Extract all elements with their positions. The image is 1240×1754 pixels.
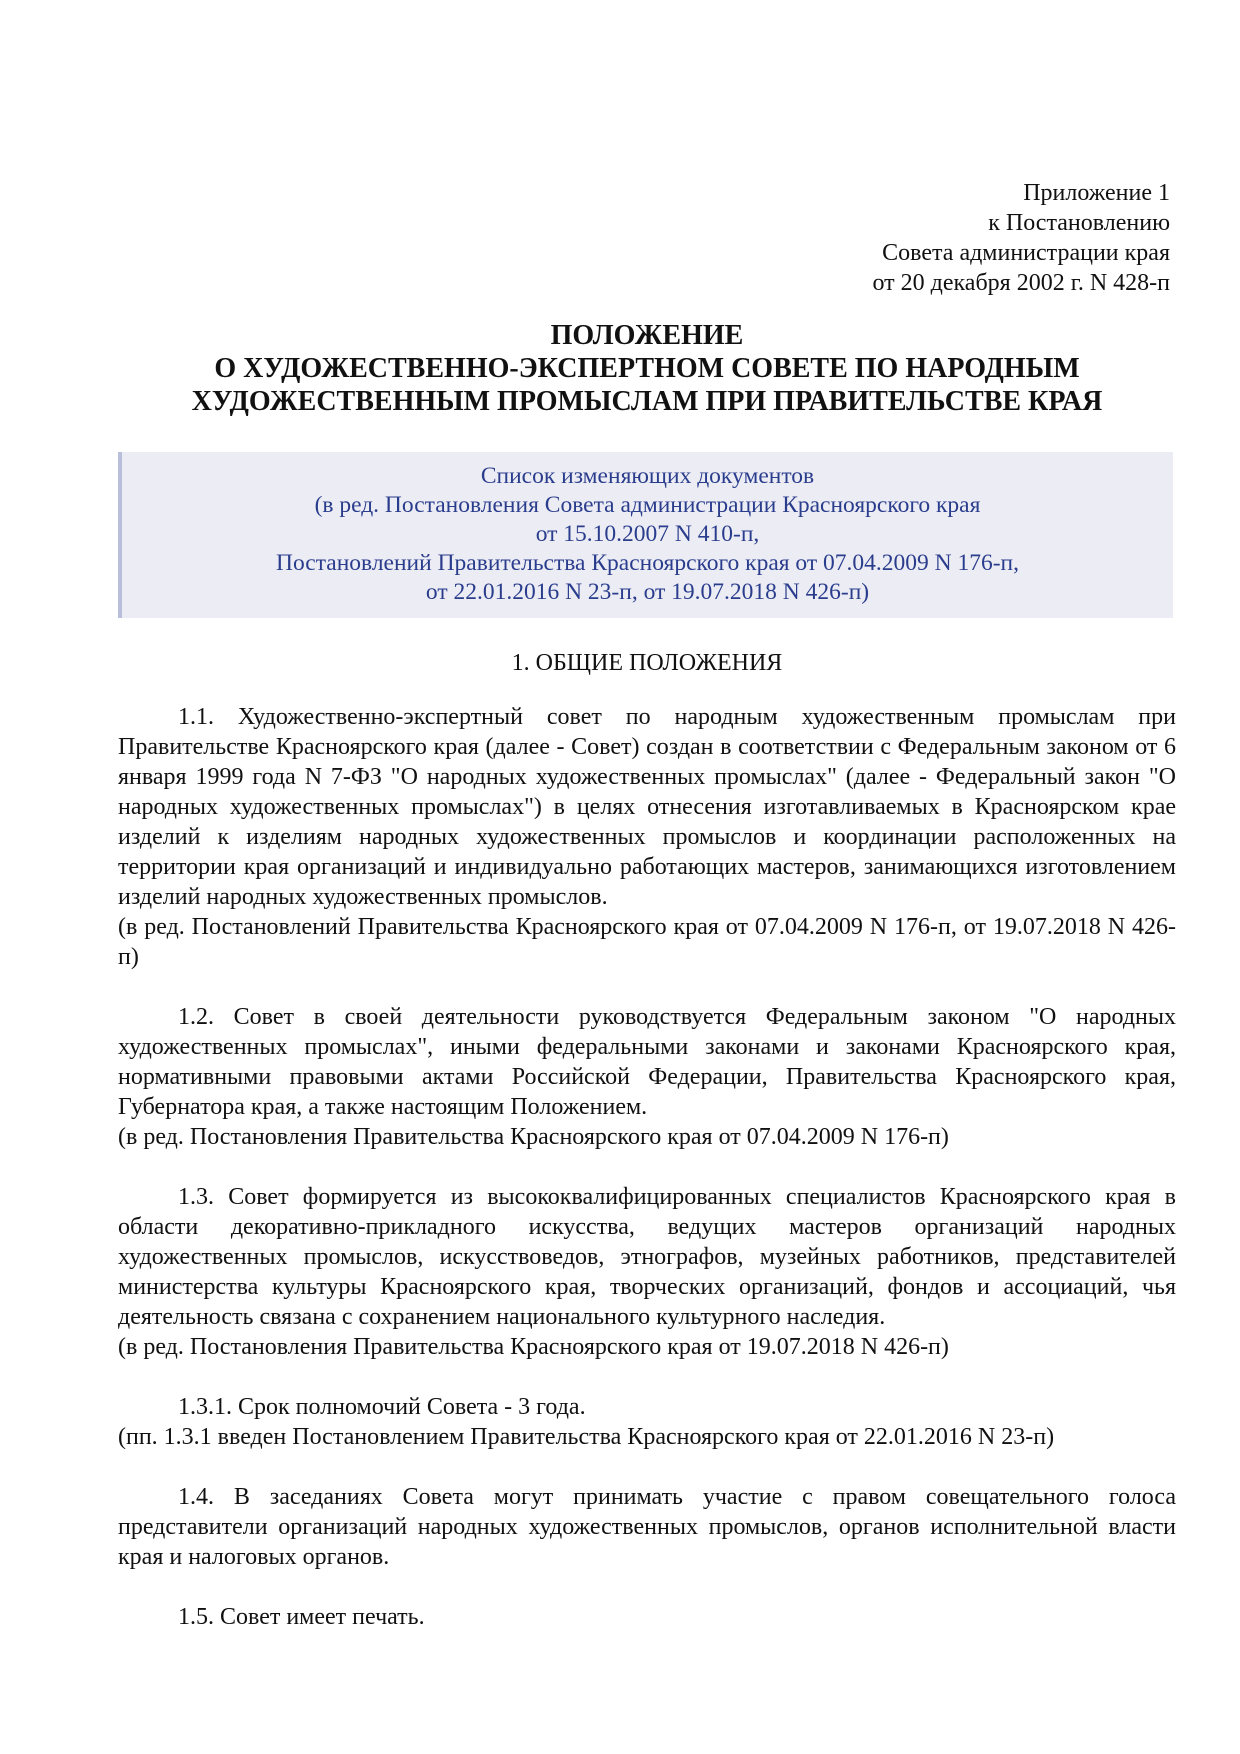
- amendments-line: (в ред. Постановления Совета администрации Красноярского края: [314, 492, 981, 518]
- clause-1-3-1-note: (пп. 1.3.1 введен Постановлением Правительства Красноярского края от 22.01.2016 N 23-п): [118, 1424, 1055, 1450]
- appendix-line: Приложение 1: [1023, 180, 1170, 206]
- clause-1-2-note: (в ред. Постановления Правительства Красноярского края от 07.04.2009 N 176-п): [118, 1124, 949, 1150]
- amendments-line: от 22.01.2016 N 23-п, от 19.07.2018 N 426-п): [425, 579, 870, 605]
- amendments-heading: Список изменяющих документов: [480, 463, 815, 489]
- amendments-box: [118, 452, 1173, 618]
- appendix-line: от 20 декабря 2002 г. N 428-п: [872, 270, 1170, 296]
- clause-1-1: 1.1. Художественно-экспертный совет по народным художественным промыслам при Правительстве Красноярского края (далее - Совет) создан в соответствии с Федеральным законом от 6 января 1999 года N 7-ФЗ "О народных художественных промыслах" (далее - Федеральный закон "О народных художественных промыслах") в целях отнесения изготавливаемых в Красноярском крае изделий к изделиям народных художественных промыслов и координации расположенных на территории края организаций и индивидуально работающих мастеров, занимающихся изготовлением изделий народных художественных промыслов.: [118, 704, 1176, 910]
- document-title: [118, 319, 1176, 418]
- section-heading: 1. ОБЩИЕ ПОЛОЖЕНИЯ: [511, 650, 783, 676]
- clause-1-3: 1.3. Совет формируется из высококвалифицированных специалистов Красноярского края в области декоративно-прикладного искусства, ведущих мастеров организаций народных художественных промыслов, искусствоведов, этнографов, музейных работников, представителей министерства культуры Красноярского края, творческих организаций, фондов и ассоциаций, чья деятельность связана с сохранением национального культурного наследия.: [118, 1184, 1176, 1330]
- title-line: ПОЛОЖЕНИЕ: [550, 320, 744, 351]
- clause-1-3-1: 1.3.1. Срок полномочий Совета - 3 года.: [178, 1394, 586, 1420]
- clause-1-3-note: (в ред. Постановления Правительства Красноярского края от 19.07.2018 N 426-п): [118, 1334, 949, 1360]
- clause-1-2: 1.2. Совет в своей деятельности руководствуется Федеральным законом "О народных художественных промыслах", иными федеральными законами и законами Красноярского края, нормативными правовыми актами Российской Федерации, Правительства Красноярского края, Губернатора края, а также настоящим Положением.: [118, 1004, 1176, 1120]
- appendix-header: [872, 178, 1170, 298]
- amendments-line: от 15.10.2007 N 410-п,: [535, 521, 760, 547]
- clause-1-4: 1.4. В заседаниях Совета могут принимать участие с правом совещательного голоса представители организаций народных художественных промыслов, органов исполнительной власти края и налоговых органов.: [118, 1484, 1176, 1570]
- appendix-line: к Постановлению: [988, 210, 1170, 236]
- title-line: ХУДОЖЕСТВЕННЫМ ПРОМЫСЛАМ ПРИ ПРАВИТЕЛЬСТВЕ КРАЯ: [191, 386, 1103, 417]
- amendments-line: Постановлений Правительства Красноярского края от 07.04.2009 N 176-п,: [275, 550, 1020, 576]
- clause-1-5: 1.5. Совет имеет печать.: [178, 1604, 425, 1630]
- appendix-line: Совета администрации края: [882, 240, 1170, 266]
- clause-1-1-note: (в ред. Постановлений Правительства Красноярского края от 07.04.2009 N 176-п, от 19.07.2018 N 426-п): [118, 914, 1176, 970]
- title-line: О ХУДОЖЕСТВЕННО-ЭКСПЕРТНОМ СОВЕТЕ ПО НАРОДНЫМ: [214, 353, 1080, 384]
- section-body: [118, 702, 1176, 1632]
